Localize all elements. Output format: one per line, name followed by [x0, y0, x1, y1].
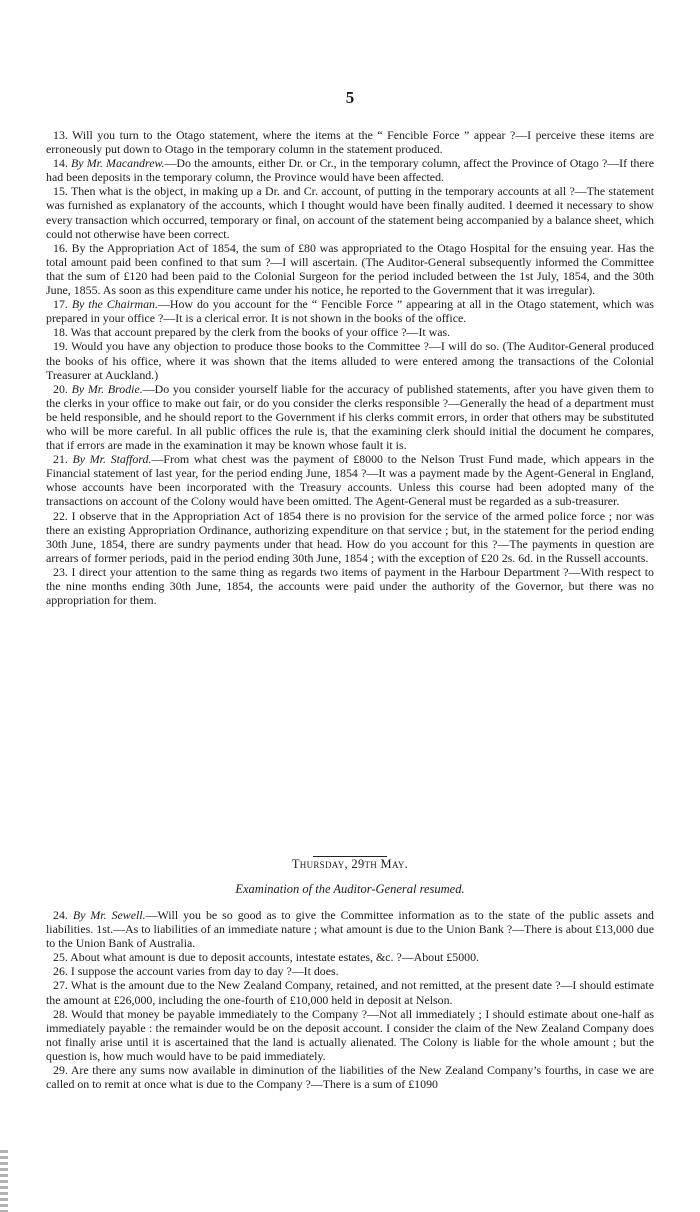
question-paragraph: 19. Would you have any objection to produce those books to the Committee ?—I will do so. (The Auditor-General produced the books of his office, where it was shown that the items alluded to were entered among the transactions of the Colonial Treasurer at Auckland.): [46, 339, 654, 382]
question-paragraph: 25. About what amount is due to deposit accounts, intestate estates, &c. ?—About £5000.: [53, 950, 480, 965]
question-paragraph: 28. Would that money be payable immediately to the Company ?—Not all immediately ; I should estimate about one-half as immediately payable : the remainder would be on the deposit account. I consider the claim of the New Zealand Company does not finally arise until it is ascertained that the land is actually alienated. The Colony is liable for the whole amount ; but the question is, how much would have to be paid immediately.: [46, 1006, 654, 1063]
evidence-section-bottom: [46, 908, 654, 1091]
question-paragraph: 23. I direct your attention to the same thing as regards two items of payment in the Harbour Department ?—With respect to the nine months ending 30th June, 1854, the accounts were paid under the authority of the Governor, but there was no appropriation for them.: [46, 564, 654, 608]
question-paragraph: 13. Will you turn to the Otago statement, where the items at the “ Fencible Force ” appear ?—I perceive these items are erroneously put down to Otago in the temporary column in the statement produced.: [46, 128, 654, 157]
question-paragraph: 17. By the Chairman.—How do you account for the “ Fencible Force ” appearing at all in the Otago statement, which was prepared in your office ?—It is a clerical error. It is not shown in the books of the office.: [46, 297, 654, 326]
question-paragraph: 27. What is the amount due to the New Zealand Company, retained, and not remitted, at the present date ?—I should estimate the amount at £26,000, including the one-fourth of £10,000 held in deposit at Nelson.: [46, 978, 654, 1007]
question-paragraph: 26. I suppose the account varies from day to day ?—It does.: [53, 964, 339, 979]
question-paragraph: 21. By Mr. Stafford.—From what chest was the payment of £8000 to the Nelson Trust Fund made, which appears in the Financial statement of last year, for the period ending June, 1854 ?—It was a payment made by the Agent-General in England, whose accounts have been incorporated with the Treasury accounts. Unless this course had been adopted many of the transactions on account of the Colony would have been omitted. The Agent-General must be regarded as a sub-treasurer.: [46, 452, 654, 509]
question-paragraph: 16. By the Appropriation Act of 1854, the sum of £80 was appropriated to the Otago Hospital for the ensuing year. Has the total amount paid been confined to that sum ?—I will ascertain. (The Auditor-General subsequently informed the Committee that the sum of £120 had been paid to the Colonial Surgeon for the period included between the 1st July, 1854, and the 30th June, 1855. As soon as this expenditure came under his notice, he reported to the Government that it was irregular).: [46, 240, 654, 298]
question-paragraph: 22. I observe that in the Appropriation Act of 1854 there is no provision for the service of the armed police force ; nor was there an existing Appropriation Ordinance, authorizing expenditure on that service ; but, in the statement for the period ending 30th June, 1854, there are sundry payments under that head. How do you account for this ?—The payments in question are arrears of former periods, paid in the period ending 30th June, 1854 ; with the exception of £20 2s. 6d. in the Russell accounts.: [46, 508, 654, 565]
day-heading: Thursday, 29th May.: [291, 857, 409, 871]
question-paragraph: 24. By Mr. Sewell.—Will you be so good as to give the Committee information as to the state of the public assets and liabilities. 1st.—As to liabilities of an immediate nature ; what amount is due to the Union Bank ?—There is about £13,000 due to the Union Bank of Australia.: [46, 908, 654, 951]
scan-edge-mark: [0, 1150, 8, 1212]
question-paragraph: 18. Was that account prepared by the clerk from the books of your office ?—It was.: [53, 325, 451, 340]
question-paragraph: 29. Are there any sums now available in diminution of the liabilities of the New Zealand Company’s fourths, in case we are called on to remit at once what is due to the Company ?—There is a sum of £1090: [46, 1063, 654, 1092]
page-number: 5: [345, 88, 355, 107]
sub-heading: Examination of the Auditor-General resumed.: [235, 882, 465, 896]
question-paragraph: 15. Then what is the object, in making up a Dr. and Cr. account, of putting in the temporary accounts at all ?—The statement was furnished as explanatory of the accounts, which I thought would have been finally audited. I deemed it necessary to show every transaction which occurred, temporary or final, on account of the statement being accompanied by a balance sheet, which could not otherwise have been correct.: [46, 184, 654, 241]
question-paragraph: 20. By Mr. Brodie.—Do you consider yourself liable for the accuracy of published statements, after you have given them to the clerks in your office to make out fair, or do you consider the clerks responsible ?—Generally the head of a department must be held responsible, and he should report to the Government if his clerks commit errors, in order that others may be substituted who will be more careful. In all public offices the rule is, that the examining clerk should initial the document he compares, that if errors are made in the examination it may be known whose fault it is.: [46, 381, 654, 453]
question-paragraph: 14. By Mr. Macandrew.—Do the amounts, either Dr. or Cr., in the temporary column, affect the Province of Otago ?—If there had been deposits in the temporary column, the Province would have been affected.: [46, 156, 654, 185]
evidence-section-top: [46, 128, 654, 607]
